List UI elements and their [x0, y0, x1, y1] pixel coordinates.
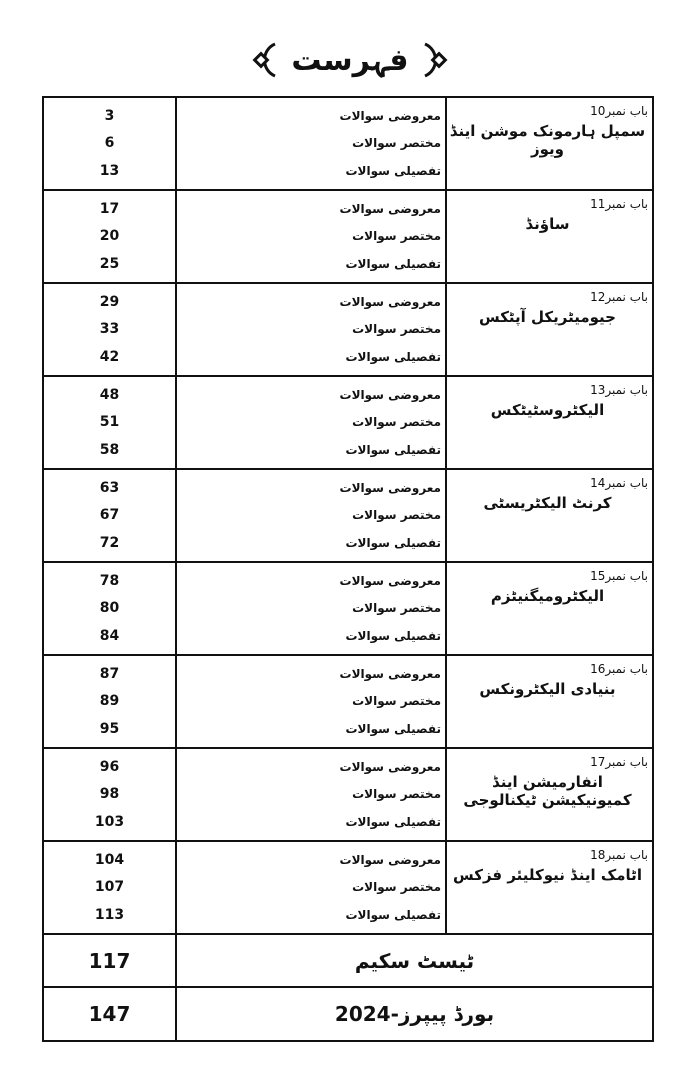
section-label: مختصر سوالات: [352, 136, 441, 151]
section-label: مختصر سوالات: [352, 322, 441, 337]
page-number: 3: [104, 107, 115, 124]
extra-row: [44, 935, 652, 988]
extra-title: بورڈ پیپرز-2024: [334, 1002, 495, 1026]
page-number: 13: [99, 163, 120, 180]
extra-title: ٹیسٹ سکیم: [354, 948, 475, 973]
section-label: مختصر سوالات: [352, 415, 441, 430]
chapter-row: [44, 191, 652, 284]
chapter-name: الیکٹرومیگنیٹزم: [490, 587, 605, 605]
chapter-row: [44, 749, 652, 842]
page-number: 80: [99, 600, 120, 617]
chapter-cell: [447, 377, 652, 468]
chapter-row: [44, 470, 652, 563]
chapter-number-label: باب نمبر14: [590, 476, 648, 490]
page-number: 42: [99, 349, 120, 366]
section-list: [177, 377, 447, 468]
section-label: معروضی سوالات: [339, 759, 441, 774]
chapter-number-label: باب نمبر18: [590, 848, 648, 862]
section-label: تفصیلی سوالات: [345, 629, 441, 644]
chapter-name: انفارمیشن اینڈ کمیونیکیشن ٹیکنالوجی: [463, 773, 632, 809]
page-number: 67: [99, 507, 120, 524]
section-list: [177, 284, 447, 375]
page-number: 63: [99, 479, 120, 496]
page-number: 33: [99, 321, 120, 338]
page-number: 20: [99, 228, 120, 245]
section-list: [177, 842, 447, 933]
page-number: 25: [99, 256, 120, 273]
chapter-name: بنیادی الیکٹرونکس: [479, 680, 616, 698]
section-label: معروضی سوالات: [339, 480, 441, 495]
page-number: 17: [99, 200, 120, 217]
table-of-contents: [42, 96, 654, 1042]
chapter-cell: [447, 284, 652, 375]
ornament-left-icon: [247, 40, 281, 80]
section-label: معروضی سوالات: [339, 201, 441, 216]
page-number: 107: [94, 879, 125, 896]
section-list: [177, 656, 447, 747]
page-number: 89: [99, 693, 120, 710]
chapter-row: [44, 656, 652, 749]
extra-page-number: 147: [44, 988, 177, 1040]
chapter-number-label: باب نمبر11: [590, 197, 648, 211]
chapter-name: جیومیٹریکل آپٹکس: [479, 308, 616, 326]
section-label: مختصر سوالات: [352, 787, 441, 802]
chapter-cell: [447, 563, 652, 654]
section-label: مختصر سوالات: [352, 601, 441, 616]
page-number: 95: [99, 721, 120, 738]
section-list: [177, 470, 447, 561]
chapter-number-label: باب نمبر15: [590, 569, 648, 583]
page-numbers: [44, 470, 177, 561]
section-label: معروضی سوالات: [339, 573, 441, 588]
page-number: 78: [99, 572, 120, 589]
section-label: مختصر سوالات: [352, 508, 441, 523]
page-numbers: [44, 656, 177, 747]
section-list: [177, 749, 447, 840]
page-number: 6: [104, 135, 115, 152]
page-numbers: [44, 191, 177, 282]
chapter-name: الیکٹروسٹیٹکس: [490, 401, 605, 419]
page-title: فہرست: [291, 42, 409, 78]
chapter-number-label: باب نمبر17: [590, 755, 648, 769]
chapter-cell: [447, 470, 652, 561]
page-number: 29: [99, 293, 120, 310]
page-number: 48: [99, 386, 120, 403]
section-label: تفصیلی سوالات: [345, 257, 441, 272]
section-label: تفصیلی سوالات: [345, 908, 441, 923]
page-header: [0, 30, 700, 90]
section-label: مختصر سوالات: [352, 694, 441, 709]
page-numbers: [44, 842, 177, 933]
extra-row: [44, 988, 652, 1040]
chapter-row: [44, 377, 652, 470]
page-number: 87: [99, 665, 120, 682]
section-label: معروضی سوالات: [339, 387, 441, 402]
ornament-right-icon: [419, 40, 453, 80]
page-numbers: [44, 284, 177, 375]
chapter-row: [44, 284, 652, 377]
section-label: مختصر سوالات: [352, 880, 441, 895]
chapter-number-label: باب نمبر13: [590, 383, 648, 397]
chapter-cell: [447, 842, 652, 933]
section-label: تفصیلی سوالات: [345, 815, 441, 830]
section-label: تفصیلی سوالات: [345, 722, 441, 737]
chapter-row: [44, 98, 652, 191]
page-number: 104: [94, 851, 125, 868]
chapter-name: کرنٹ الیکٹریسٹی: [483, 494, 612, 512]
chapter-cell: [447, 656, 652, 747]
section-label: مختصر سوالات: [352, 229, 441, 244]
page-number: 103: [94, 814, 125, 831]
section-label: معروضی سوالات: [339, 108, 441, 123]
section-list: [177, 191, 447, 282]
chapter-number-label: باب نمبر12: [590, 290, 648, 304]
section-label: معروضی سوالات: [339, 852, 441, 867]
section-label: تفصیلی سوالات: [345, 164, 441, 179]
section-label: تفصیلی سوالات: [345, 443, 441, 458]
chapter-name: سمپل ہارمونک موشن اینڈ ویوز: [449, 122, 646, 158]
page-number: 98: [99, 786, 120, 803]
chapter-name: ساؤنڈ: [525, 215, 570, 233]
chapter-row: [44, 842, 652, 935]
chapter-cell: [447, 191, 652, 282]
section-label: تفصیلی سوالات: [345, 536, 441, 551]
page-numbers: [44, 98, 177, 189]
page-number: 51: [99, 414, 120, 431]
page-number: 72: [99, 535, 120, 552]
chapter-number-label: باب نمبر10: [590, 104, 648, 118]
chapter-cell: [447, 749, 652, 840]
page-number: 84: [99, 628, 120, 645]
chapter-name: اٹامک اینڈ نیوکلیئر فزکس: [453, 866, 642, 884]
page-numbers: [44, 749, 177, 840]
page-number: 113: [94, 907, 125, 924]
page-number: 96: [99, 758, 120, 775]
section-label: معروضی سوالات: [339, 666, 441, 681]
chapter-cell: [447, 98, 652, 189]
page-number: 58: [99, 442, 120, 459]
page-numbers: [44, 377, 177, 468]
section-list: [177, 563, 447, 654]
chapter-row: [44, 563, 652, 656]
chapter-number-label: باب نمبر16: [590, 662, 648, 676]
section-label: تفصیلی سوالات: [345, 350, 441, 365]
extra-page-number: 117: [44, 935, 177, 986]
section-label: معروضی سوالات: [339, 294, 441, 309]
page-numbers: [44, 563, 177, 654]
section-list: [177, 98, 447, 189]
